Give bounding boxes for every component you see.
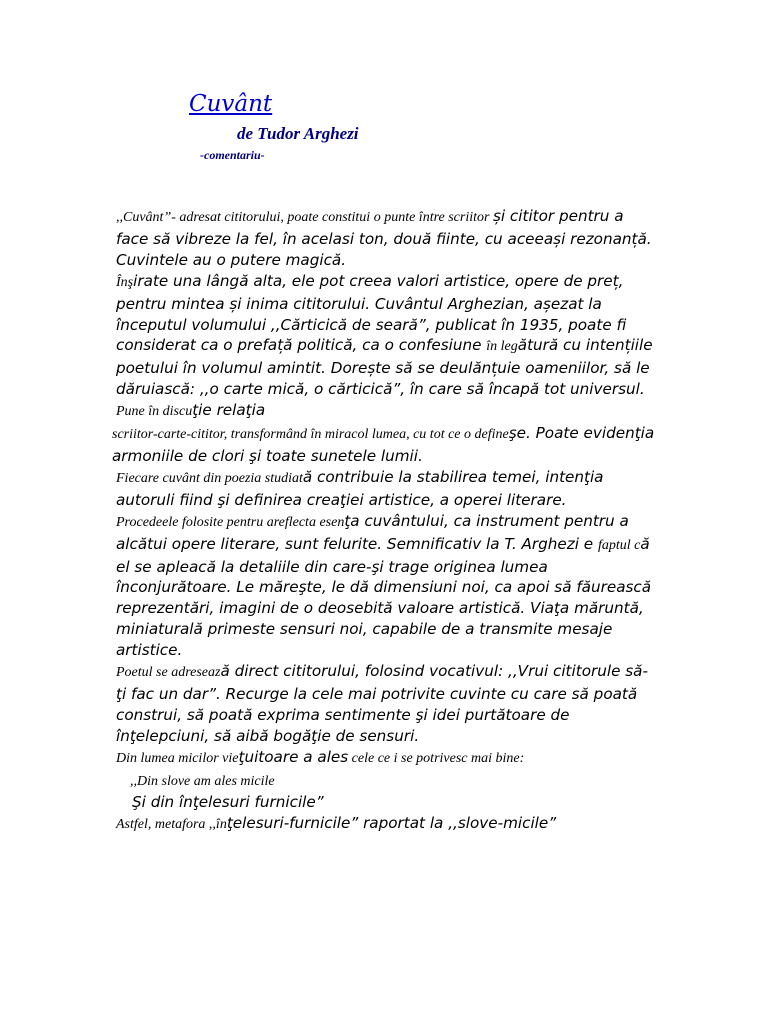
text-run: ţa cuvântului, ca instrument pentru a alcătui opere literare, sunt felurite. Semnificativ la T. Arghezi e	[116, 511, 629, 553]
text-run: Pune în discu	[116, 404, 193, 420]
text-run: și cititor pentru a face să vibreze la fel, în acelasi ton, două fiinte, cu aceeași rezonanță. Cuvintele au o putere magică.	[116, 207, 652, 269]
text-run: ,,Cuvânt”- adresat cititorului, poate constitui o punte între scriitor	[116, 210, 493, 225]
paragraph-devices	[112, 511, 657, 661]
text-run: ţie relaţia	[192, 401, 266, 420]
paragraph-vocative	[112, 661, 657, 747]
text-run: Procedeele folosite pentru areflecta esen	[116, 514, 345, 530]
text-run: ă contribuie la stabilirea temei, intenţia autoruli fiind şi definirea creaţiei artistice, a operei literare.	[116, 467, 604, 509]
text-run: ătură cu intențiile poetului în volumul amintit. Dorește să se deulănțuie oameniilor, să le dăruiască: ,,o carte mică, o cărticică”, în care să încapă tot universul.	[116, 336, 653, 399]
paragraph-intro	[112, 206, 657, 271]
paragraph-creatures	[112, 747, 657, 770]
text-run: Poetul se adreseaz	[116, 665, 221, 681]
verse-line	[112, 792, 657, 813]
text-run: Înş	[116, 274, 134, 290]
text-run: Fiecare cuvânt din poezia studiat	[116, 470, 303, 486]
text-run: în leg	[486, 339, 518, 355]
text-run: Astfel, metafora ,,în	[116, 817, 227, 833]
text-run: ţelesuri-furnicile” raportat la ,,slove-micile”	[226, 814, 557, 833]
paragraph-relation-cont	[112, 423, 657, 467]
poem-title: Cuvânt	[189, 91, 273, 117]
paragraph-metaphor	[112, 813, 657, 836]
paragraph-context	[112, 271, 657, 400]
paragraph-relation	[112, 400, 657, 423]
text-run: ţuitoare a ales	[238, 747, 349, 766]
text-run: ă el se apleacă la detaliile din care-şi trage originea lumea înconjurătoare. Le măreşte, le dă dimensiuni noi, ca apoi să făurească reprezentări, imagini de o deosebită valoare artistică. Viaţa măruntă, miniaturală primeste sensuri noi, capabile de a transmite mesaje artistice.	[116, 534, 652, 660]
subtitle: -comentariu-	[200, 148, 265, 162]
text-run: Şi din înţelesuri furnicile”	[132, 793, 324, 812]
text-run: faptul c	[597, 537, 641, 553]
commentary-body	[112, 206, 657, 836]
text-run: ,,Din slove am ales micile	[130, 773, 275, 789]
text-run: scriitor-carte-cititor, transformând în miracol lumea, cu tot ce o define	[112, 427, 509, 443]
paragraph-theme	[112, 467, 657, 511]
author-line: de Tudor Arghezi	[237, 124, 359, 143]
text-run: Din lumea micilor vie	[116, 750, 239, 766]
text-run: şe. Poate evidenţia armoniile de clori şi toate sunetele lumii.	[112, 424, 655, 465]
verse-line	[112, 770, 657, 793]
text-run: ă direct cititorului, folosind vocativul: ,,Vrui cititorule să-ţi fac un dar”. Recurge la cele mai potrivite cuvinte cu care să poată construi, să poată exprima sentimente şi idei purtătoare de înţelepciuni, să aibă bogăţie de sensuri.	[116, 662, 648, 745]
text-run: cele ce i se potrivesc mai bine:	[348, 750, 525, 766]
text-run: irate una lângă alta, ele pot creea valori artistice, opere de preț, pentru mintea și inima cititorului. Cuvântul Arghezian, așezat la începutul volumului ,,Cărticică de seară”, publicat în 1935, poate fi considerat ca o prefață politică, ca o confesiune	[116, 271, 627, 355]
